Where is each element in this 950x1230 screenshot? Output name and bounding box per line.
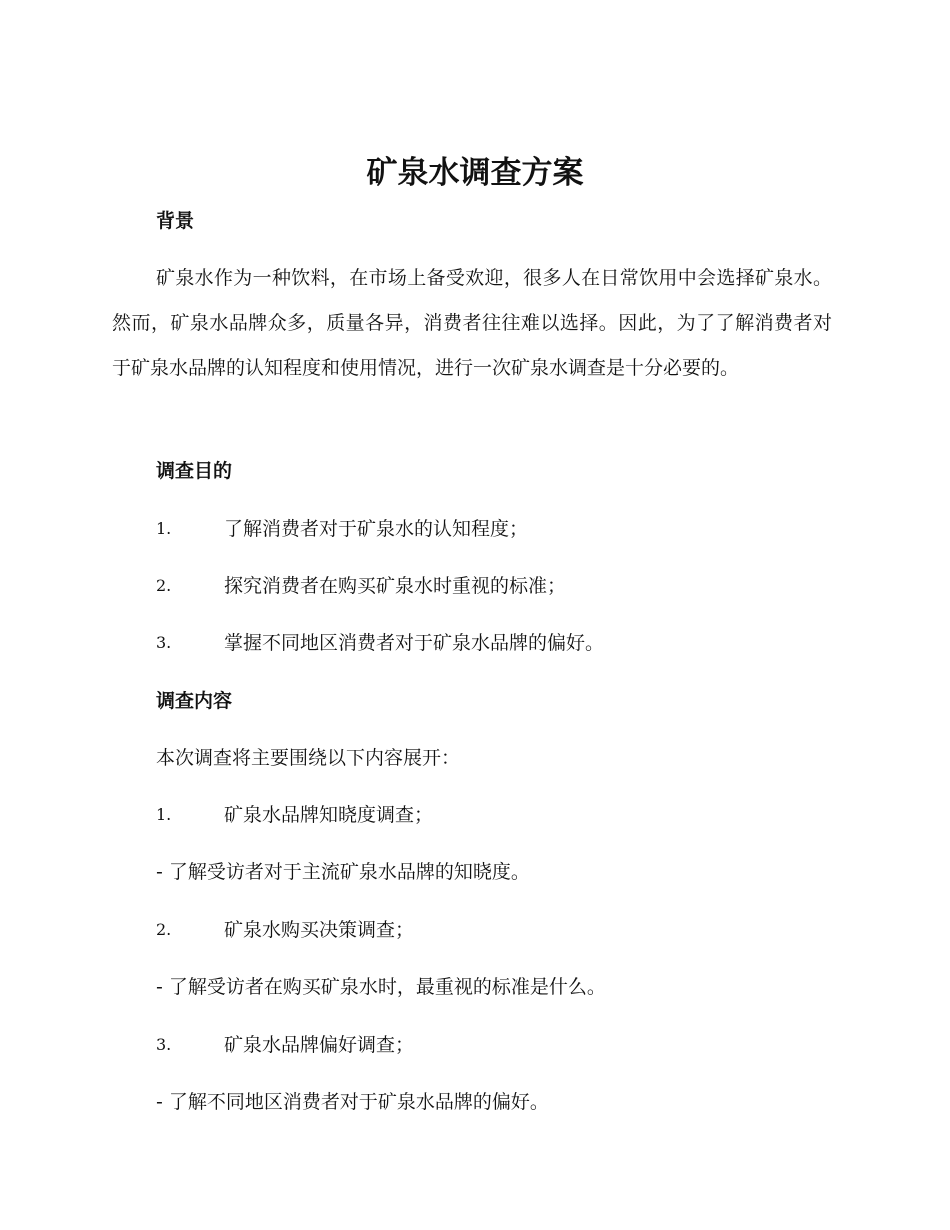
purpose-item-text: 探究消费者在购买矿泉水时重视的标准； — [224, 575, 567, 597]
content-item-detail: - 了解受访者在购买矿泉水时，最重视的标准是什么。 — [156, 976, 606, 998]
section-heading-content: 调查内容 — [156, 690, 233, 712]
content-item-detail: - 了解不同地区消费者对于矿泉水品牌的偏好。 — [156, 1091, 549, 1113]
content-intro: 本次调查将主要围绕以下内容展开： — [156, 747, 461, 769]
section-heading-purpose: 调查目的 — [156, 460, 233, 482]
background-paragraph: 矿泉水作为一种饮料，在市场上备受欢迎，很多人在日常饮用中会选择矿泉水。然而，矿泉水品牌众多，质量各异，消费者往往难以选择。因此，为了了解消费者对于矿泉水品牌的认知程度和使用情况，进行一次矿泉水调查是十分必要的。 — [112, 267, 832, 379]
section-heading-background: 背景 — [156, 210, 195, 232]
document-title: 矿泉水调查方案 — [366, 155, 584, 191]
purpose-item-number: 1. — [156, 519, 172, 538]
content-item-text: 矿泉水品牌偏好调查； — [224, 1034, 415, 1056]
content-item-number: 1. — [156, 805, 172, 824]
content-item-text: 矿泉水品牌知晓度调查； — [224, 804, 434, 826]
purpose-item-number: 2. — [156, 576, 172, 595]
content-item-detail: - 了解受访者对于主流矿泉水品牌的知晓度。 — [156, 861, 530, 883]
content-item-number: 2. — [156, 920, 172, 939]
purpose-item-text: 了解消费者对于矿泉水的认知程度； — [224, 518, 529, 540]
purpose-item-number: 3. — [156, 633, 172, 652]
content-item-number: 3. — [156, 1035, 172, 1054]
purpose-item-text: 掌握不同地区消费者对于矿泉水品牌的偏好。 — [224, 632, 605, 654]
content-item-text: 矿泉水购买决策调查； — [224, 919, 415, 941]
